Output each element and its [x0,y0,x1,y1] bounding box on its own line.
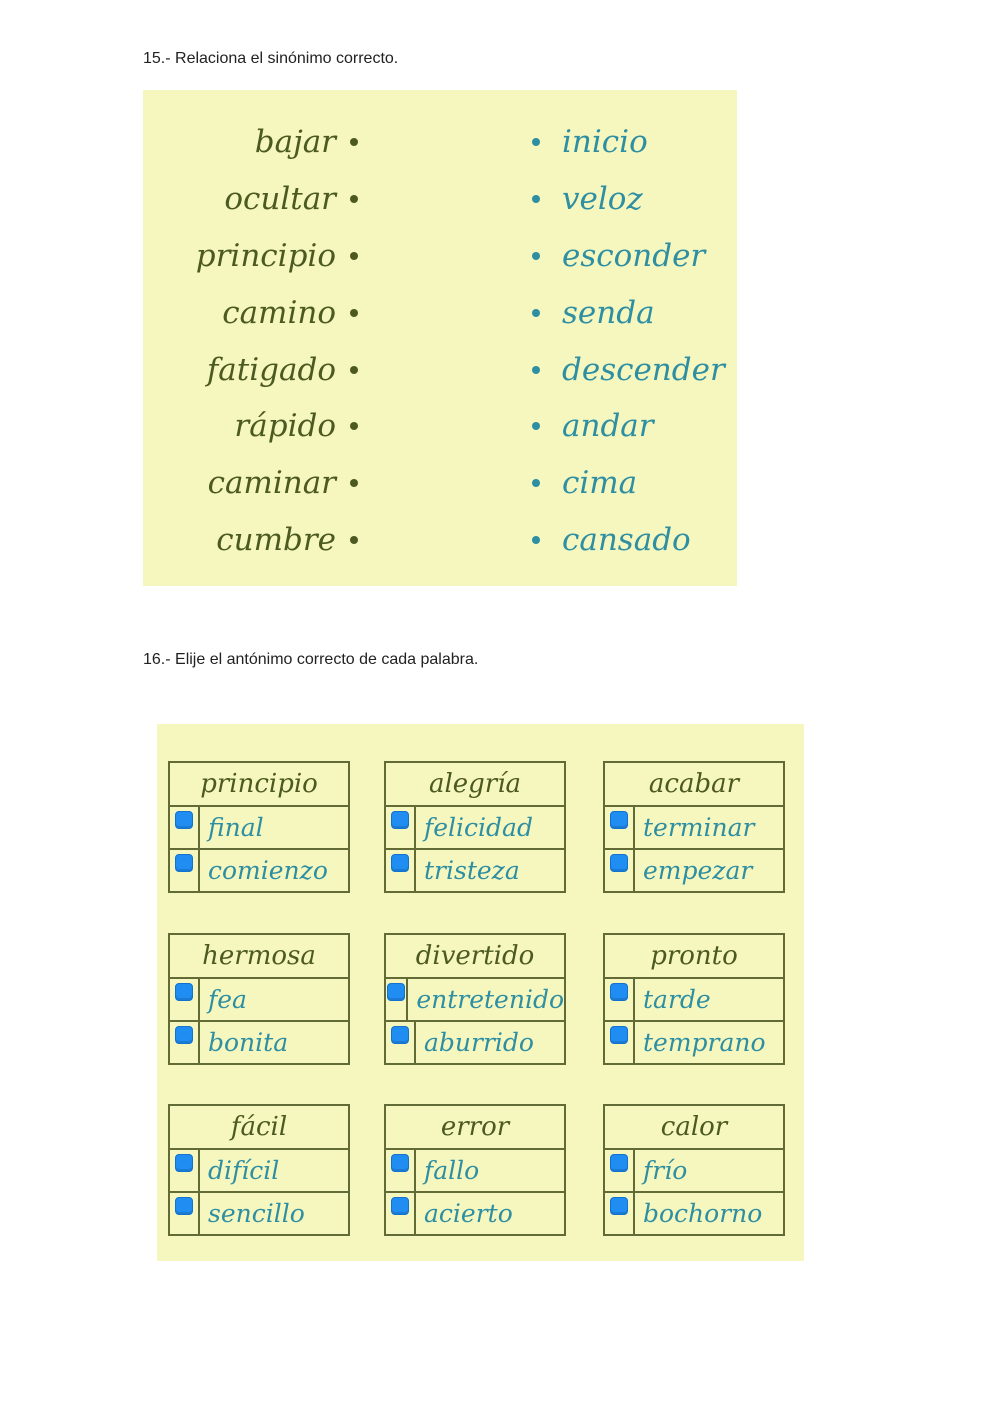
checkbox-icon[interactable] [175,1197,193,1215]
right-word-label: descender [562,351,725,388]
card-title: hermosa [170,935,348,979]
option-label[interactable]: fea [208,985,247,1014]
left-word-label: bajar [254,124,336,161]
left-word-item[interactable] [143,341,358,398]
option-label[interactable]: tristeza [424,856,520,885]
option-row[interactable] [170,1191,348,1234]
antonym-card [168,761,350,893]
left-word-label: ocultar [224,181,336,218]
left-word-item[interactable] [143,512,358,569]
right-word-label: esconder [562,237,706,274]
match-dot-icon[interactable] [532,252,540,260]
right-word-label: cima [562,465,638,502]
match-dot-icon[interactable] [532,422,540,430]
option-row[interactable] [386,848,564,891]
right-word-column [528,114,737,568]
checkbox-icon[interactable] [391,811,409,829]
option-row[interactable] [170,807,348,848]
antonym-card [168,933,350,1065]
synonym-matching-panel [143,90,737,586]
match-dot-icon[interactable] [350,479,358,487]
exercise-16-heading: 16.- Elije el antónimo correcto de cada palabra. [143,651,479,668]
option-row[interactable] [170,1020,348,1063]
antonym-card [603,761,785,893]
left-word-item[interactable] [143,455,358,512]
right-word-item[interactable] [528,512,737,569]
card-title: error [386,1106,564,1150]
match-dot-icon[interactable] [350,252,358,260]
right-word-label: veloz [562,181,643,218]
left-word-label: fatigado [206,351,336,388]
card-title: pronto [605,935,783,979]
option-row[interactable] [605,1020,783,1063]
checkbox-icon[interactable] [610,983,628,1001]
card-title: divertido [386,935,564,979]
option-row[interactable] [605,1150,783,1191]
antonym-choice-panel [157,724,804,1261]
match-dot-icon[interactable] [532,479,540,487]
option-label[interactable]: frío [643,1156,688,1185]
right-word-item[interactable] [528,455,737,512]
option-label[interactable]: final [208,813,264,842]
left-word-item[interactable] [143,171,358,228]
checkbox-icon[interactable] [610,1026,628,1044]
option-row[interactable] [605,1191,783,1234]
option-label[interactable]: fallo [424,1156,480,1185]
option-label[interactable]: acierto [424,1199,513,1228]
option-row[interactable] [386,1191,564,1234]
checkbox-icon[interactable] [175,983,193,1001]
match-dot-icon[interactable] [350,422,358,430]
left-word-item[interactable] [143,284,358,341]
card-title: fácil [170,1106,348,1150]
right-word-item[interactable] [528,398,737,455]
antonym-card [168,1104,350,1236]
option-label[interactable]: temprano [643,1028,766,1057]
card-title: principio [170,763,348,807]
right-word-item[interactable] [528,171,737,228]
left-word-label: rápido [234,408,336,445]
option-label[interactable]: aburrido [424,1028,534,1057]
right-word-item[interactable] [528,341,737,398]
option-label[interactable]: sencillo [208,1199,305,1228]
checkbox-icon[interactable] [175,1026,193,1044]
card-title: acabar [605,763,783,807]
match-dot-icon[interactable] [532,366,540,374]
checkbox-icon[interactable] [387,983,405,1001]
option-row[interactable] [386,979,564,1020]
option-label[interactable]: empezar [643,856,753,885]
checkbox-icon[interactable] [610,1154,628,1172]
option-row[interactable] [605,979,783,1020]
card-title: alegría [386,763,564,807]
right-word-item[interactable] [528,284,737,341]
right-word-label: andar [562,408,654,445]
right-word-label: inicio [562,124,648,161]
match-dot-icon[interactable] [532,309,540,317]
option-label[interactable]: felicidad [424,813,533,842]
match-dot-icon[interactable] [350,195,358,203]
checkbox-icon[interactable] [391,1154,409,1172]
left-word-item[interactable] [143,398,358,455]
exercise-15-heading: 15.- Relaciona el sinónimo correcto. [143,50,399,67]
card-title: calor [605,1106,783,1150]
option-label[interactable]: entretenido [416,985,564,1014]
antonym-card [603,933,785,1065]
left-word-item[interactable] [143,114,358,171]
right-word-item[interactable] [528,228,737,285]
option-row[interactable] [386,1020,564,1063]
antonym-card [384,933,566,1065]
checkbox-icon[interactable] [175,1154,193,1172]
option-row[interactable] [386,807,564,848]
match-dot-icon[interactable] [350,309,358,317]
option-label[interactable]: comienzo [208,856,328,885]
match-dot-icon[interactable] [532,138,540,146]
left-word-item[interactable] [143,228,358,285]
option-row[interactable] [170,848,348,891]
left-word-label: principio [195,237,336,274]
checkbox-icon[interactable] [610,854,628,872]
option-row[interactable] [386,1150,564,1191]
option-label[interactable]: difícil [208,1156,280,1185]
right-word-label: cansado [562,521,691,558]
option-row[interactable] [605,807,783,848]
option-row[interactable] [170,979,348,1020]
match-dot-icon[interactable] [532,536,540,544]
option-label[interactable]: bonita [208,1028,289,1057]
option-label[interactable]: terminar [643,813,755,842]
match-dot-icon[interactable] [532,195,540,203]
match-dot-icon[interactable] [350,138,358,146]
checkbox-icon[interactable] [391,1197,409,1215]
right-word-label: senda [562,294,655,331]
left-word-label: cumbre [216,521,336,558]
antonym-card [384,761,566,893]
right-word-item[interactable] [528,114,737,171]
left-word-label: camino [222,294,336,331]
match-dot-icon[interactable] [350,536,358,544]
checkbox-icon[interactable] [391,1026,409,1044]
checkbox-icon[interactable] [175,854,193,872]
checkbox-icon[interactable] [610,811,628,829]
option-label[interactable]: bochorno [643,1199,763,1228]
antonym-card [384,1104,566,1236]
checkbox-icon[interactable] [391,854,409,872]
left-word-label: caminar [207,465,336,502]
option-label[interactable]: tarde [643,985,711,1014]
left-word-column [143,114,358,568]
antonym-card [603,1104,785,1236]
checkbox-icon[interactable] [175,811,193,829]
checkbox-icon[interactable] [610,1197,628,1215]
option-row[interactable] [605,848,783,891]
match-dot-icon[interactable] [350,366,358,374]
option-row[interactable] [170,1150,348,1191]
